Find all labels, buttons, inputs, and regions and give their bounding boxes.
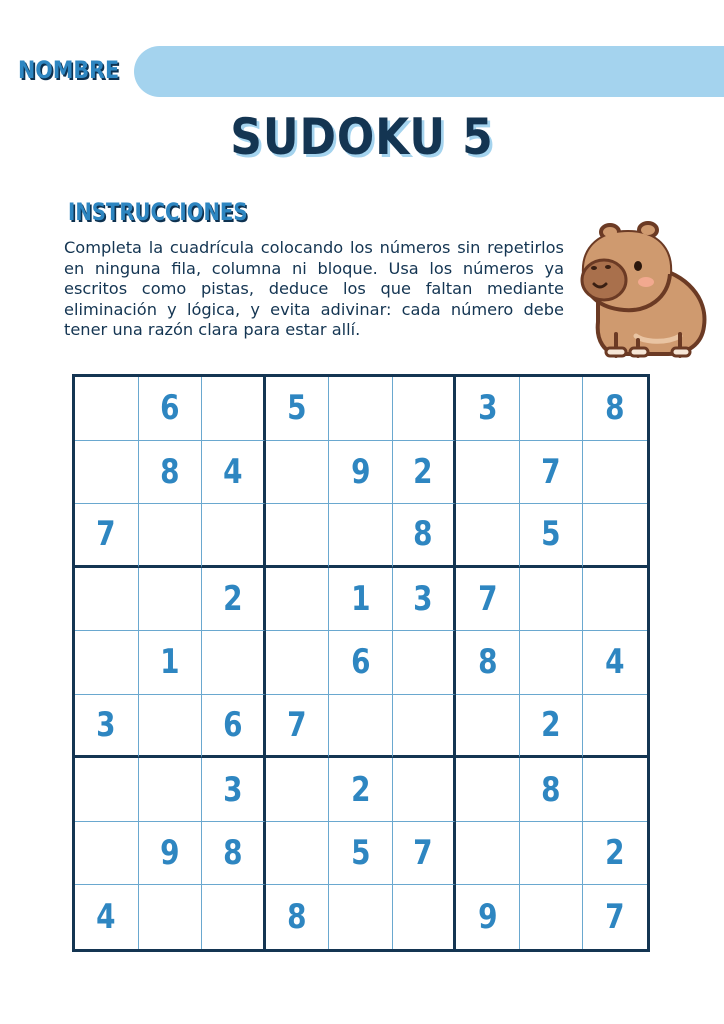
sudoku-given-cell (75, 695, 139, 759)
sudoku-empty-cell[interactable] (202, 504, 266, 568)
sudoku-empty-cell[interactable] (329, 377, 393, 441)
sudoku-empty-cell[interactable] (329, 504, 393, 568)
sudoku-empty-cell[interactable] (520, 377, 584, 441)
cell-value: 7 (287, 705, 307, 746)
cell-value: 7 (413, 833, 433, 874)
sudoku-empty-cell[interactable] (583, 758, 647, 822)
sudoku-given-cell (266, 377, 330, 441)
sudoku-grid (72, 374, 650, 952)
capybara-icon (576, 212, 716, 360)
sudoku-empty-cell[interactable] (75, 441, 139, 505)
sudoku-empty-cell[interactable] (139, 885, 203, 949)
sudoku-given-cell (139, 441, 203, 505)
sudoku-empty-cell[interactable] (139, 695, 203, 759)
cell-value: 1 (160, 642, 180, 683)
cell-value: 4 (605, 642, 625, 683)
sudoku-given-cell (456, 377, 520, 441)
sudoku-given-cell (583, 377, 647, 441)
sudoku-empty-cell[interactable] (75, 758, 139, 822)
sudoku-empty-cell[interactable] (456, 758, 520, 822)
sudoku-empty-cell[interactable] (202, 631, 266, 695)
sudoku-empty-cell[interactable] (139, 758, 203, 822)
sudoku-empty-cell[interactable] (266, 758, 330, 822)
sudoku-given-cell (139, 631, 203, 695)
sudoku-empty-cell[interactable] (266, 441, 330, 505)
cell-value: 8 (222, 833, 243, 874)
cell-value: 6 (350, 642, 371, 683)
sudoku-empty-cell[interactable] (139, 504, 203, 568)
sudoku-empty-cell[interactable] (266, 504, 330, 568)
sudoku-empty-cell[interactable] (583, 441, 647, 505)
cell-value: 4 (222, 451, 243, 492)
sudoku-given-cell (329, 758, 393, 822)
sudoku-given-cell (329, 631, 393, 695)
cell-value: 9 (160, 833, 180, 874)
cell-value: 3 (222, 769, 243, 810)
name-label: NOMBRE (18, 56, 120, 84)
cell-value: 9 (350, 451, 371, 492)
sudoku-given-cell (266, 885, 330, 949)
cell-value: 7 (477, 578, 498, 619)
cell-value: 6 (160, 388, 180, 429)
sudoku-given-cell (139, 822, 203, 886)
cell-value: 7 (96, 514, 116, 555)
sudoku-empty-cell[interactable] (393, 885, 457, 949)
cell-value: 3 (477, 388, 498, 429)
sudoku-given-cell (75, 885, 139, 949)
cell-value: 2 (350, 769, 371, 810)
cell-value: 5 (350, 833, 371, 874)
sudoku-empty-cell[interactable] (202, 885, 266, 949)
sudoku-empty-cell[interactable] (456, 441, 520, 505)
cell-value: 6 (222, 705, 243, 746)
sudoku-empty-cell[interactable] (75, 631, 139, 695)
cell-value: 8 (541, 769, 561, 810)
sudoku-given-cell (456, 885, 520, 949)
sudoku-empty-cell[interactable] (520, 885, 584, 949)
sudoku-empty-cell[interactable] (583, 504, 647, 568)
sudoku-empty-cell[interactable] (202, 377, 266, 441)
cell-value: 8 (477, 642, 498, 683)
sudoku-given-cell (329, 568, 393, 632)
sudoku-empty-cell[interactable] (266, 631, 330, 695)
sudoku-given-cell (393, 822, 457, 886)
sudoku-empty-cell[interactable] (393, 758, 457, 822)
sudoku-empty-cell[interactable] (266, 822, 330, 886)
sudoku-empty-cell[interactable] (583, 568, 647, 632)
sudoku-given-cell (520, 504, 584, 568)
sudoku-given-cell (520, 441, 584, 505)
name-field[interactable] (134, 46, 724, 97)
sudoku-given-cell (393, 504, 457, 568)
cell-value: 9 (477, 897, 498, 938)
sudoku-given-cell (583, 822, 647, 886)
sudoku-given-cell (329, 822, 393, 886)
cell-value: 8 (605, 388, 625, 429)
cell-value: 3 (413, 578, 433, 619)
sudoku-given-cell (266, 695, 330, 759)
sudoku-empty-cell[interactable] (139, 568, 203, 632)
sudoku-empty-cell[interactable] (520, 822, 584, 886)
sudoku-given-cell (583, 631, 647, 695)
cell-value: 2 (222, 578, 243, 619)
cell-value: 5 (287, 388, 307, 429)
sudoku-empty-cell[interactable] (75, 568, 139, 632)
sudoku-given-cell (329, 441, 393, 505)
cell-value: 7 (605, 897, 625, 938)
sudoku-empty-cell[interactable] (75, 377, 139, 441)
sudoku-empty-cell[interactable] (393, 377, 457, 441)
cell-value: 2 (605, 833, 625, 874)
cell-value: 8 (413, 514, 433, 555)
cell-value: 8 (160, 451, 180, 492)
sudoku-empty-cell[interactable] (583, 695, 647, 759)
sudoku-given-cell (393, 568, 457, 632)
sudoku-given-cell (202, 822, 266, 886)
sudoku-given-cell (139, 377, 203, 441)
cell-value: 5 (541, 514, 561, 555)
sudoku-empty-cell[interactable] (393, 695, 457, 759)
sudoku-given-cell (202, 758, 266, 822)
sudoku-given-cell (456, 568, 520, 632)
sudoku-empty-cell[interactable] (329, 695, 393, 759)
sudoku-empty-cell[interactable] (456, 504, 520, 568)
sudoku-given-cell (520, 758, 584, 822)
sudoku-empty-cell[interactable] (456, 822, 520, 886)
sudoku-given-cell (202, 568, 266, 632)
sudoku-given-cell (202, 441, 266, 505)
sudoku-given-cell (520, 695, 584, 759)
cell-value: 1 (350, 578, 371, 619)
sudoku-given-cell (202, 695, 266, 759)
sudoku-empty-cell[interactable] (266, 568, 330, 632)
instructions-heading: INSTRUCCIONES (68, 198, 248, 226)
cell-value: 3 (96, 705, 116, 746)
cell-value: 2 (413, 451, 433, 492)
sudoku-empty-cell[interactable] (393, 631, 457, 695)
sudoku-empty-cell[interactable] (456, 695, 520, 759)
cell-value: 4 (96, 897, 116, 938)
cell-value: 8 (287, 897, 307, 938)
sudoku-empty-cell[interactable] (520, 568, 584, 632)
sudoku-empty-cell[interactable] (75, 822, 139, 886)
page-title: SUDOKU 5 (230, 108, 494, 166)
sudoku-given-cell (583, 885, 647, 949)
cell-value: 7 (541, 451, 561, 492)
sudoku-given-cell (393, 441, 457, 505)
sudoku-given-cell (456, 631, 520, 695)
sudoku-empty-cell[interactable] (329, 885, 393, 949)
sudoku-empty-cell[interactable] (520, 631, 584, 695)
instructions-text: Completa la cuadrícula colocando los números sin repetirlos en ninguna fila, columna ni bloque. Usa los números ya escritos como pistas, deduce los que faltan mediante eliminación y lógica, y evita adivinar: cada número debe tener una razón clara para estar allí. (64, 238, 564, 339)
cell-value: 2 (541, 705, 561, 746)
sudoku-given-cell (75, 504, 139, 568)
